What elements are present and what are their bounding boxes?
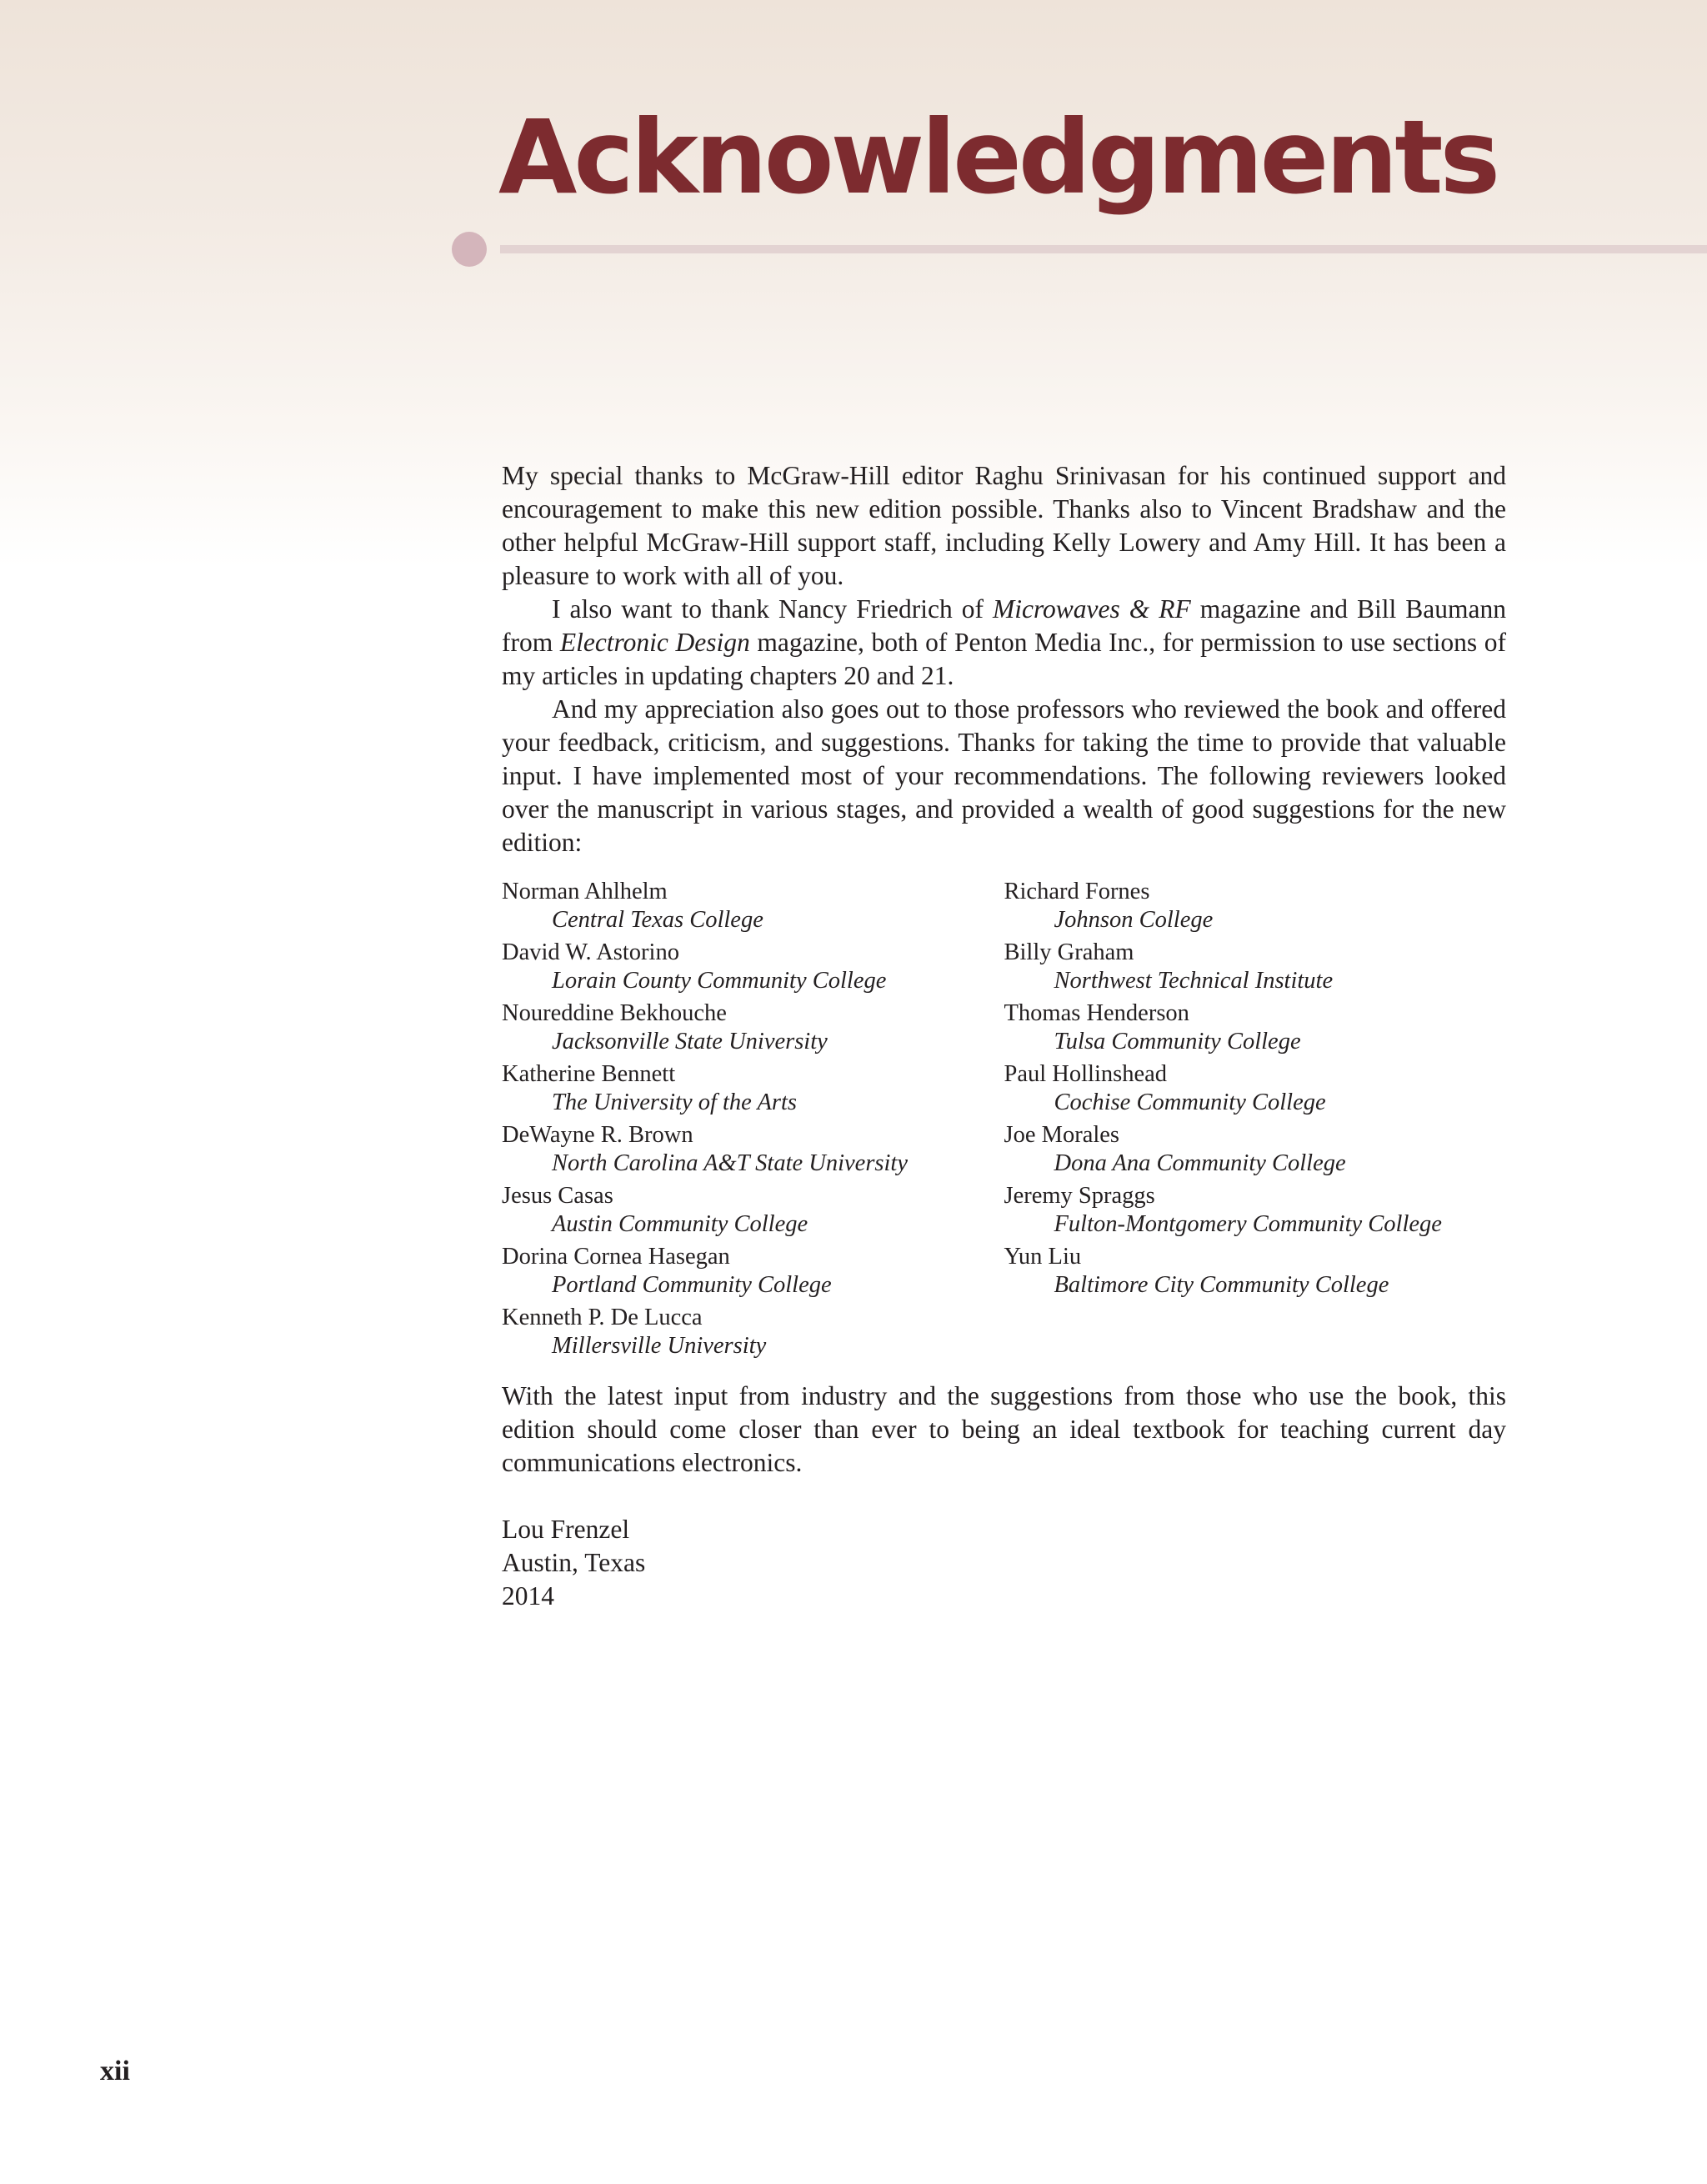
closing-paragraph: With the latest input from industry and the suggestions from those who use the book, this edition should come closer than ever to being an ideal textbook for teaching current day communications electronics. <box>502 1381 1506 1477</box>
signature-year: 2014 <box>502 1581 554 1610</box>
reviewer-item <box>1004 1121 1507 1177</box>
reviewer-name: Dorina Cornea Hasegan <box>502 1244 730 1270</box>
reviewer-name: Jesus Casas <box>502 1183 613 1209</box>
reviewer-name: Richard Fornes <box>1004 879 1150 904</box>
reviewer-name: David W. Astorino <box>502 939 679 965</box>
reviewer-item <box>502 1182 1004 1238</box>
reviewer-institution: Millersville University <box>552 1332 767 1359</box>
reviewer-institution: Central Texas College <box>552 906 763 933</box>
signature-name: Lou Frenzel <box>502 1515 630 1544</box>
signature-location: Austin, Texas <box>502 1548 646 1577</box>
reviewer-institution: Johnson College <box>1054 906 1214 933</box>
reviewer-item <box>502 1060 1004 1116</box>
reviewer-name: Noureddine Bekhouche <box>502 1000 727 1026</box>
title-rule-line <box>500 245 1707 253</box>
magazine-title-electronic-design: Electronic Design <box>559 628 750 657</box>
reviewer-institution: Portland Community College <box>552 1271 832 1298</box>
reviewer-institution: Dona Ana Community College <box>1054 1150 1346 1176</box>
reviewer-institution: Cochise Community College <box>1054 1089 1326 1115</box>
reviewer-item <box>1004 999 1507 1055</box>
paragraph-2-text-b: magazine and Bill Baumann from <box>502 594 1506 657</box>
reviewer-name: Yun Liu <box>1004 1244 1082 1270</box>
reviewer-item <box>1004 1243 1507 1299</box>
reviewer-item <box>502 999 1004 1055</box>
paragraph-3: And my appreciation also goes out to those professors who reviewed the book and offered your feedback, criticism, and suggestions. Thanks for taking the time to provide that valuable input. I have implemented most of your recommendations. The following reviewers looked over the manuscript in various stages, and provided a wealth of good suggestions for the new edition: <box>502 694 1506 857</box>
reviewer-name: Norman Ahlhelm <box>502 879 668 904</box>
reviewer-name: Kenneth P. De Lucca <box>502 1305 703 1330</box>
reviewer-institution: The University of the Arts <box>552 1089 797 1115</box>
body-content <box>502 459 1506 1613</box>
reviewer-name: Billy Graham <box>1004 939 1134 965</box>
paragraph-2 <box>502 593 1506 693</box>
reviewer-column-right <box>1004 878 1507 1365</box>
reviewer-item <box>1004 878 1507 934</box>
reviewer-institution: Northwest Technical Institute <box>1054 967 1334 994</box>
reviewer-item <box>502 1304 1004 1360</box>
reviewer-name: DeWayne R. Brown <box>502 1122 693 1148</box>
reviewer-column-left <box>502 878 1004 1365</box>
reviewer-item <box>502 939 1004 994</box>
reviewer-institution: Lorain County Community College <box>552 967 887 994</box>
reviewer-institution: Jacksonville State University <box>552 1028 828 1054</box>
reviewer-institution: Austin Community College <box>552 1210 808 1237</box>
title-rule-dot <box>452 232 487 267</box>
reviewer-item <box>502 878 1004 934</box>
reviewer-name: Jeremy Spraggs <box>1004 1183 1155 1209</box>
magazine-title-microwaves: Microwaves & RF <box>992 594 1191 624</box>
page-number: xii <box>100 2056 130 2086</box>
paragraph-2-text-a: I also want to thank Nancy Friedrich of <box>552 594 993 624</box>
paragraph-1: My special thanks to McGraw-Hill editor Raghu Srinivasan for his continued support and encouragement to make this new edition possible. Thanks also to Vincent Bradshaw and the other helpful McGraw-Hill support staff, including Kelly Lowery and Amy Hill. It has been a pleasure to work with all of you. <box>502 461 1506 590</box>
reviewer-name: Thomas Henderson <box>1004 1000 1189 1026</box>
reviewer-item <box>1004 1060 1507 1116</box>
reviewer-institution: Baltimore City Community College <box>1054 1271 1389 1298</box>
paragraph-2-text-c: magazine, both of Penton Media Inc., for permission to use sections of my articles in updating chapters 20 and 21. <box>502 628 1506 690</box>
reviewer-list <box>502 878 1506 1365</box>
reviewer-institution: Tulsa Community College <box>1054 1028 1301 1054</box>
reviewer-item <box>502 1121 1004 1177</box>
reviewer-name: Joe Morales <box>1004 1122 1120 1148</box>
signature-block <box>502 1513 1506 1613</box>
page-title: Acknowledgments <box>498 98 1498 217</box>
reviewer-name: Paul Hollinshead <box>1004 1061 1168 1087</box>
reviewer-item <box>502 1243 1004 1299</box>
reviewer-institution: North Carolina A&T State University <box>552 1150 908 1176</box>
reviewer-item <box>1004 1182 1507 1238</box>
reviewer-institution: Fulton-Montgomery Community College <box>1054 1210 1442 1237</box>
reviewer-item <box>1004 939 1507 994</box>
reviewer-name: Katherine Bennett <box>502 1061 676 1087</box>
